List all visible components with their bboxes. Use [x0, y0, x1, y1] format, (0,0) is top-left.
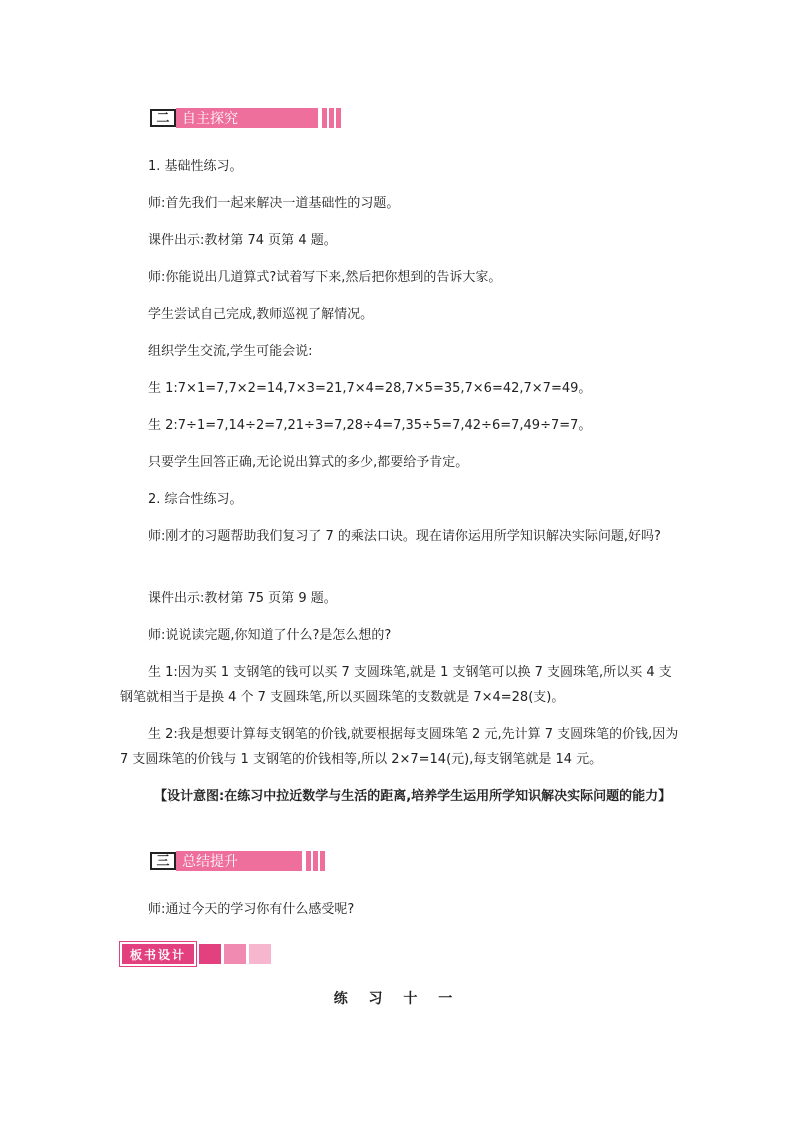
paragraph: 组织学生交流,学生可能会说: — [148, 344, 313, 359]
paragraph: 师:刚才的习题帮助我们复习了 7 的乘法口诀。现在请你运用所学知识解决实际问题,好吗? — [148, 529, 661, 544]
section-number: 三 — [150, 852, 176, 870]
paragraph: 生 1:因为买 1 支钢笔的钱可以买 7 支圆珠笔,就是 1 支钢笔可以换 7 支圆珠笔,所以买 4 支钢笔就相当于是换 4 个 7 支圆珠笔,所以买圆珠笔的支数就是 7×4=28(支)。 — [120, 665, 672, 705]
decor-square — [224, 944, 246, 964]
decor-square — [249, 944, 271, 964]
paragraph: 师:说说读完题,你知道了什么?是怎么想的? — [148, 628, 392, 643]
paragraph: 师:你能说出几道算式?试着写下来,然后把你想到的告诉大家。 — [148, 270, 502, 285]
board-design-label: 板书设计 — [120, 942, 196, 966]
paragraph: 师:通过今天的学习你有什么感受呢? — [148, 902, 355, 917]
board-design-badge — [120, 944, 271, 964]
section-bars-decoration — [320, 108, 341, 128]
paragraph: 2. 综合性练习。 — [148, 492, 243, 507]
section-header-explore — [150, 108, 341, 128]
design-intent-note: 【设计意图:在练习中拉近数学与生活的距离,培养学生运用所学知识解决实际问题的能力】 — [154, 789, 672, 804]
section-title: 总结提升 — [176, 851, 302, 871]
paragraph: 课件出示:教材第 75 页第 9 题。 — [148, 591, 337, 606]
paragraph: 学生尝试自己完成,教师巡视了解情况。 — [148, 307, 374, 322]
paragraph: 生 2:我是想要计算每支钢笔的价钱,就要根据每支圆珠笔 2 元,先计算 7 支圆珠笔的价钱,因为 7 支圆珠笔的价钱与 1 支钢笔的价钱相等,所以 2×7=14(元),每支钢笔就是 14 元。 — [120, 727, 679, 767]
section-bars-decoration — [304, 851, 325, 871]
section-header-summary — [150, 851, 325, 871]
paragraph: 生 2:7÷1=7,14÷2=7,21÷3=7,28÷4=7,35÷5=7,42÷6=7,49÷7=7。 — [148, 418, 592, 433]
paragraph: 师:首先我们一起来解决一道基础性的习题。 — [148, 196, 400, 211]
paragraph: 课件出示:教材第 74 页第 4 题。 — [148, 233, 337, 248]
decor-square — [199, 944, 221, 964]
section-title: 自主探究 — [176, 108, 318, 128]
section-number: 二 — [150, 109, 176, 127]
board-title: 练 习 十 一 — [333, 991, 461, 1007]
paragraph: 生 1:7×1=7,7×2=14,7×3=21,7×4=28,7×5=35,7×6=42,7×7=49。 — [148, 381, 592, 396]
paragraph: 1. 基础性练习。 — [148, 159, 243, 174]
paragraph: 只要学生回答正确,无论说出算式的多少,都要给予肯定。 — [148, 455, 469, 470]
